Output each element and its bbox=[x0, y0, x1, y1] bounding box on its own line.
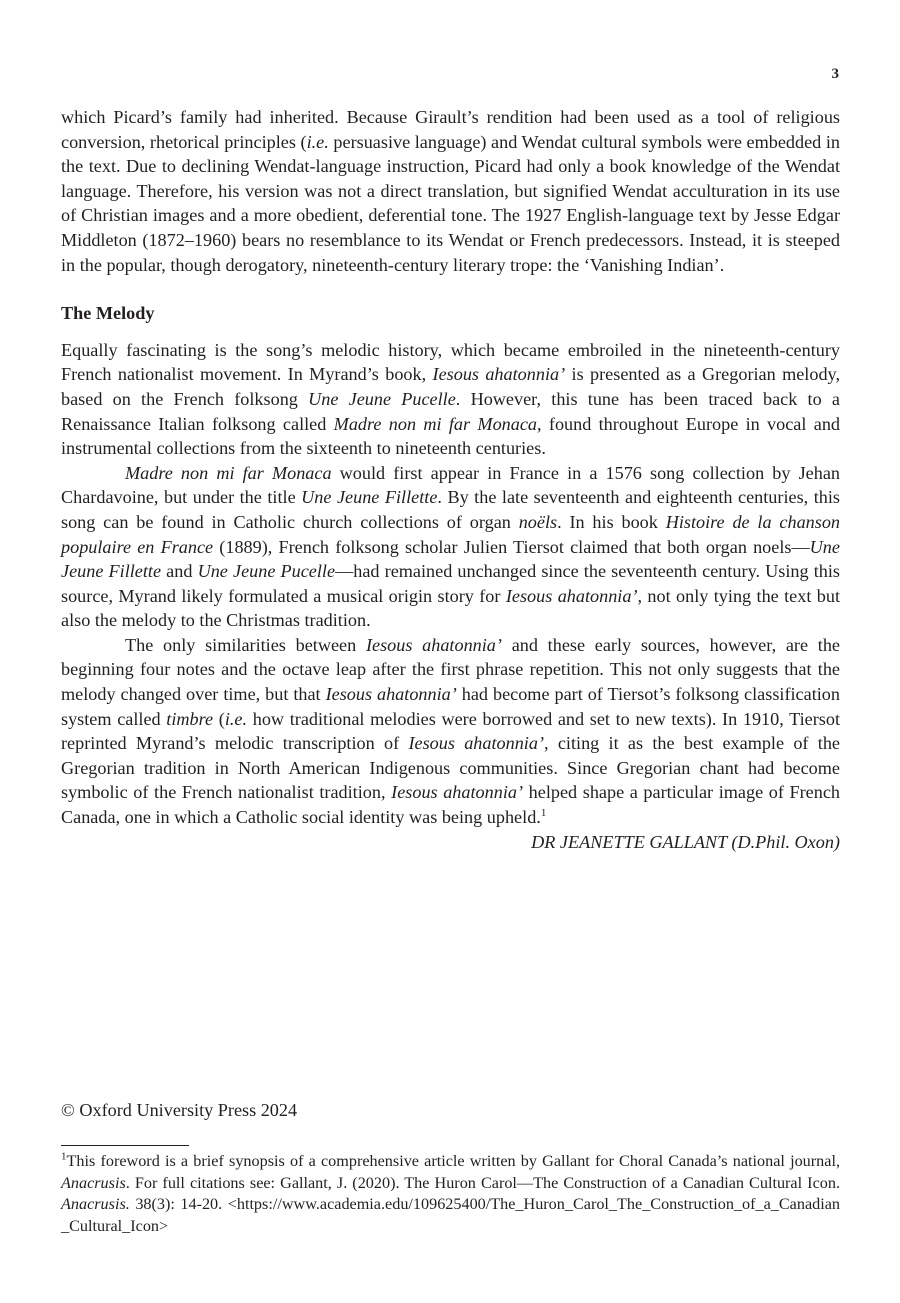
text-run: , found throughout Europe in vocal and instrumental collections from the sixteenth to nineteenth centuries. bbox=[61, 413, 841, 459]
italic-run: Histoire de la chanson populaire en France bbox=[61, 511, 841, 557]
italic-run: Anacrusis bbox=[61, 1173, 126, 1192]
footnote-reference[interactable]: 1 bbox=[540, 806, 547, 819]
text-run: (1889), French folksong scholar Julien Tiersot claimed that both organ noels— bbox=[213, 536, 810, 557]
text-run: is presented as a Gregorian melody, based on the French folksong bbox=[61, 364, 840, 409]
italic-run: Une Jeune Fillette bbox=[301, 487, 438, 508]
italic-run: noëls bbox=[518, 511, 558, 532]
paragraph-melody-1 bbox=[61, 338, 840, 461]
text-run: how traditional melodies were borrowed and set to new texts). In 1910, Tiersot reprinted Myrand’s melodic transcription of bbox=[61, 708, 840, 754]
section-heading: The Melody bbox=[61, 303, 155, 324]
text-run: Equally fascinating is the song’s melodic history, which became embroiled in the nineteenth-century French nationalist movement. In Myrand’s book, bbox=[61, 339, 840, 385]
italic-run: Iesous ahatonnia’ bbox=[432, 364, 566, 385]
text-run: , not only tying the text but also the melody to the Christmas tradition. bbox=[61, 585, 840, 631]
text-run: had become part of Tiersot’s folksong classification system called bbox=[61, 684, 840, 729]
text-run: and bbox=[161, 561, 198, 582]
text-run: 38(3): 14-20. bbox=[129, 1195, 228, 1214]
text-run: and these early sources, however, are the beginning four notes and the octave leap after the first phrase repetition. This not only suggests that the melody changed over time, but that bbox=[61, 634, 840, 705]
italic-run: Une Jeune Fillette bbox=[61, 536, 840, 582]
italic-run: Une Jeune Pucelle bbox=[197, 561, 336, 582]
italic-run: timbre bbox=[166, 708, 214, 729]
italic-run: Anacrusis. bbox=[61, 1195, 130, 1214]
text-run: . By the late seventeenth and eighteenth centuries, this song can be found in Catholic church collections of organ bbox=[61, 487, 840, 532]
text-run: . In his book bbox=[557, 511, 666, 532]
italic-run: Iesous ahatonnia’ bbox=[505, 585, 638, 606]
text-run: would first appear in France in a 1576 song collection by Jehan Chardavoine, but under the title bbox=[61, 462, 840, 508]
italic-run: Iesous ahatonnia’ bbox=[391, 782, 524, 803]
footnote-url-link[interactable]: <https://www.academia.edu/109625400/The_Huron_Carol_The_Construction_of_a_Canadian_Cultural_Icon> bbox=[61, 1195, 840, 1235]
author-signature: DR JEANETTE GALLANT (D.Phil. Oxon) bbox=[531, 831, 840, 852]
footnote bbox=[61, 1151, 840, 1237]
page-number: 3 bbox=[831, 66, 839, 82]
paragraph-melody-3 bbox=[61, 633, 840, 830]
text-run: —had remained unchanged since the seventeenth century. Using this source, Myrand likely formulated a musical origin story for bbox=[61, 561, 841, 606]
italic-run: Iesous ahatonnia’ bbox=[325, 684, 457, 705]
text-run: The only similarities between bbox=[125, 634, 366, 655]
italic-run: Iesous ahatonnia’ bbox=[408, 733, 545, 754]
copyright-notice: © Oxford University Press 2024 bbox=[61, 1100, 298, 1120]
text-run: helped shape a particular image of French Canada, one in which a Catholic social identity was being upheld. bbox=[61, 782, 841, 828]
italic-run: Madre non mi far Monaca bbox=[333, 413, 538, 434]
text-run: persuasive language) and Wendat cultural symbols were embedded in the text. Due to declining Wendat-language instruction, Picard had only a book knowledge of the Wendat language. Therefore, his version was not a direct translation, but signified Wendat acculturation in its use of Christian images and a more obedient, deferential tone. The 1927 English-language text by Jesse Edgar Middleton (1872–1960) bears no resemblance to its Wendat or French predecessors. Instead, it is steeped in the popular, though derogatory, nineteenth-century literary trope: the ‘Vanishing Indian’. bbox=[61, 131, 840, 275]
body-text bbox=[61, 105, 840, 854]
italic-run: Une Jeune Pucelle bbox=[308, 388, 456, 409]
paragraph-melody-2 bbox=[61, 461, 840, 633]
footnote-marker: 1 bbox=[61, 1150, 67, 1163]
italic-run: Madre non mi far Monaca bbox=[125, 462, 332, 483]
italic-run: i.e. bbox=[224, 708, 248, 729]
italic-run: i.e. bbox=[306, 131, 329, 152]
text-run: . However, this tune has been traced back to a Renaissance Italian folksong called bbox=[61, 388, 840, 434]
text-run: , citing it as the best example of the Gregorian tradition in North American Indigenous communities. Since Gregorian chant had become symbolic of the French nationalist tradition, bbox=[61, 733, 840, 803]
text-run: ( bbox=[213, 708, 225, 729]
text-run: This foreword is a brief synopsis of a comprehensive article written by Gallant for Choral Canada’s national journal, bbox=[66, 1152, 840, 1170]
italic-run: Iesous ahatonnia’ bbox=[365, 634, 502, 655]
text-run: . For full citations see: Gallant, J. (2020). The Huron Carol—The Construction of a Canadian Cultural Icon. bbox=[125, 1173, 840, 1192]
footnote-divider bbox=[61, 1145, 189, 1146]
paragraph-continuation bbox=[61, 105, 840, 277]
text-run: which Picard’s family had inherited. Because Girault’s rendition had been used as a tool of religious conversion, rhetorical principles ( bbox=[61, 107, 840, 152]
